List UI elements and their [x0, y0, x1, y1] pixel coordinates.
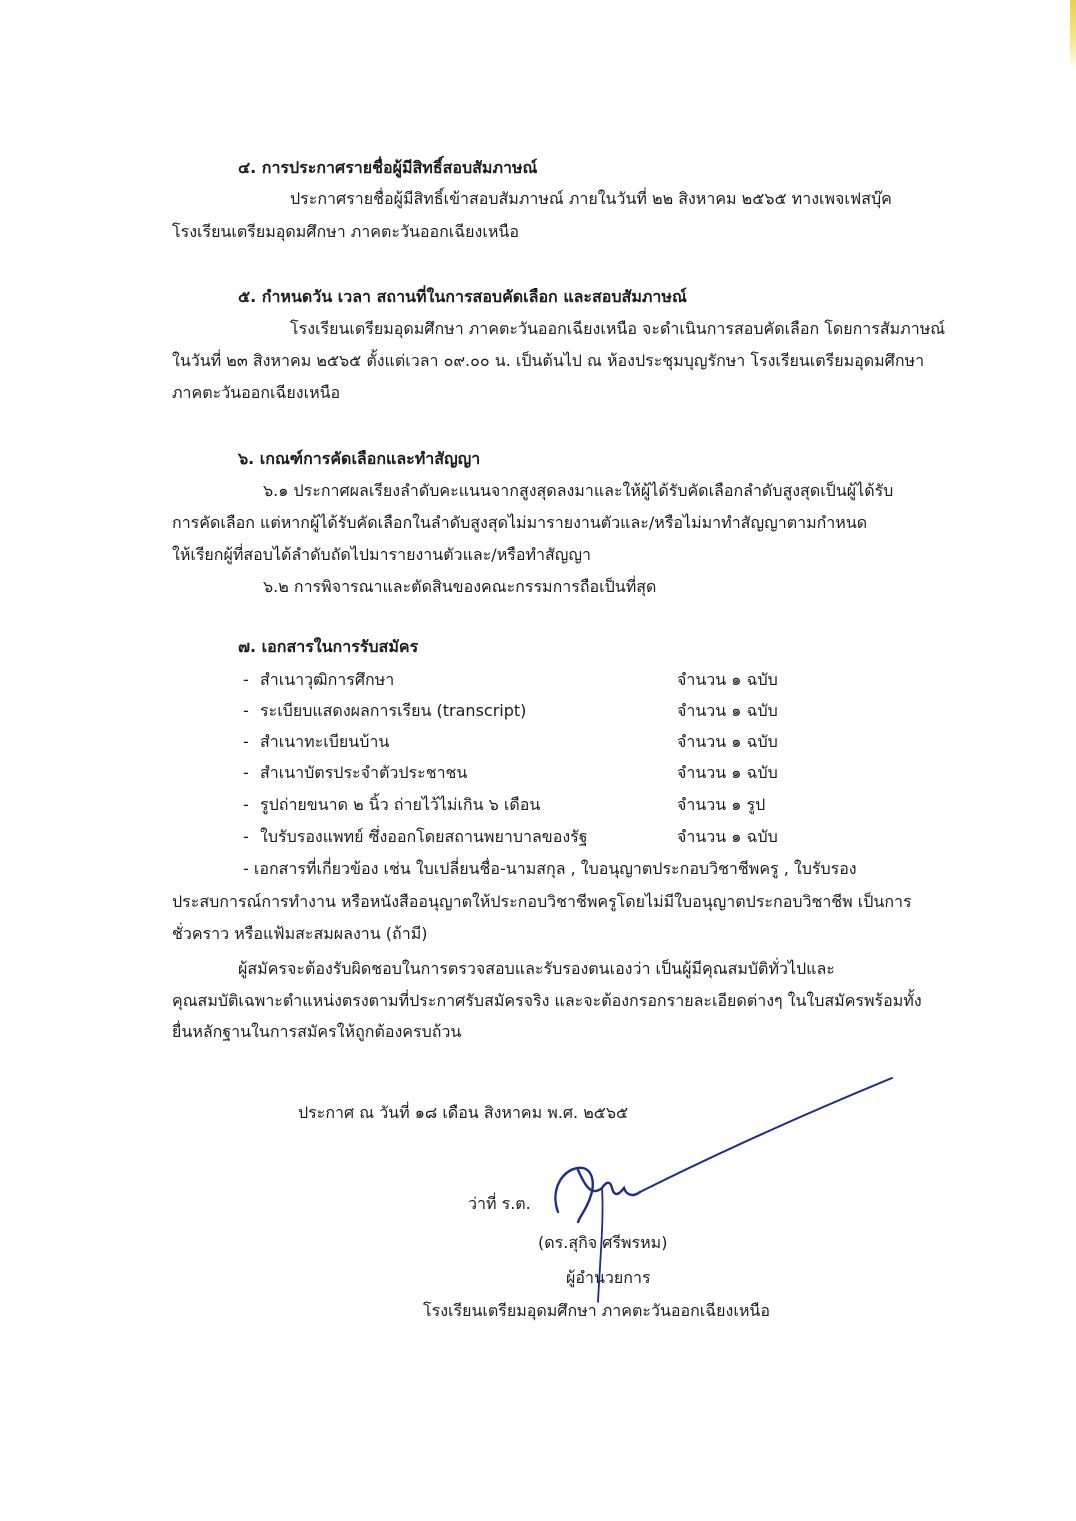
- other-docs-line-1: - เอกสารที่เกี่ยวข้อง เช่น ใบเปลี่ยนชื่อ-นามสกุล , ใบอนุญาตประกอบวิชาชีพครู , ใบรับรอง: [243, 859, 857, 878]
- item-quantity: จำนวน ๑ ฉบับ: [677, 732, 778, 751]
- scan-edge-mark: [1070, 0, 1076, 70]
- item-bullet: -: [243, 670, 249, 689]
- item-bullet: -: [243, 732, 249, 751]
- signatory-acting-title: ว่าที่ ร.ต.: [468, 1194, 531, 1213]
- item-quantity: จำนวน ๑ รูป: [677, 795, 766, 814]
- document-item: [243, 794, 863, 818]
- item-bullet: -: [243, 701, 249, 720]
- item-name: สำเนาบัตรประจำตัวประชาชน: [260, 763, 468, 782]
- item-quantity: จำนวน ๑ ฉบับ: [677, 670, 778, 689]
- item-bullet: -: [243, 795, 249, 814]
- handwritten-signature: [540, 1070, 900, 1330]
- section-5-line-2: ในวันที่ ๒๓ สิงหาคม ๒๕๖๕ ตั้งแต่เวลา ๐๙.๐๐ น. เป็นต้นไป ณ ห้องประชุมบุญรักษา โรงเรียนเตรียมอุดมศึกษา: [172, 351, 925, 370]
- section-6-line-2: การคัดเลือก แต่หากผู้ได้รับคัดเลือกในลำดับสูงสุดไม่มารายงานตัวและ/หรือไม่มาทำสัญญาตามกำหนด: [172, 513, 868, 532]
- document-item: [243, 762, 863, 786]
- section-5-heading: ๕. กำหนดวัน เวลา สถานที่ในการสอบคัดเลือก และสอบสัมภาษณ์: [238, 287, 687, 306]
- signatory-school: โรงเรียนเตรียมอุดมศึกษา ภาคตะวันออกเฉียงเหนือ: [423, 1301, 770, 1320]
- item-bullet: -: [243, 827, 249, 846]
- section-6-line-1: ๖.๑ ประกาศผลเรียงลำดับคะแนนจากสูงสุดลงมาและให้ผู้ได้รับคัดเลือกลำดับสูงสุดเป็นผู้ได้รับ: [263, 481, 894, 500]
- item-quantity: จำนวน ๑ ฉบับ: [677, 763, 778, 782]
- section-4-line-2: โรงเรียนเตรียมอุดมศึกษา ภาคตะวันออกเฉียงเหนือ: [172, 222, 519, 241]
- section-4-line-1: ประกาศรายชื่อผู้มีสิทธิ์เข้าสอบสัมภาษณ์ ภายในวันที่ ๒๒ สิงหาคม ๒๕๖๕ ทางเพจเฟสบุ๊ค: [290, 189, 892, 208]
- document-item: [243, 826, 863, 850]
- section-6-line-3: ให้เรียกผู้ที่สอบได้ลำดับถัดไปมารายงานตัวและ/หรือทำสัญญา: [172, 545, 591, 564]
- announcement-date: ประกาศ ณ วันที่ ๑๘ เดือน สิงหาคม พ.ศ. ๒๕๖๕: [298, 1103, 629, 1122]
- responsibility-line-1: ผู้สมัครจะต้องรับผิดชอบในการตรวจสอบและรับรองตนเองว่า เป็นผู้มีคุณสมบัติทั่วไปและ: [238, 959, 835, 978]
- item-name: รูปถ่ายขนาด ๒ นิ้ว ถ่ายไว้ไม่เกิน ๖ เดือน: [260, 795, 541, 814]
- signatory-position: ผู้อำนวยการ: [566, 1268, 651, 1287]
- item-quantity: จำนวน ๑ ฉบับ: [677, 827, 778, 846]
- responsibility-line-3: ยื่นหลักฐานในการสมัครให้ถูกต้องครบถ้วน: [172, 1022, 462, 1041]
- section-6-line-4: ๖.๒ การพิจารณาและตัดสินของคณะกรรมการถือเป็นที่สุด: [263, 577, 657, 596]
- item-bullet: -: [243, 763, 249, 782]
- item-quantity: จำนวน ๑ ฉบับ: [677, 701, 778, 720]
- responsibility-line-2: คุณสมบัติเฉพาะตำแหน่งตรงตามที่ประกาศรับสมัครจริง และจะต้องกรอกรายละเอียดต่างๆ ในใบสมัครพร้อมทั้ง: [172, 991, 922, 1010]
- document-item: [243, 669, 863, 693]
- section-7-heading: ๗. เอกสารในการรับสมัคร: [238, 637, 419, 656]
- section-6-heading: ๖. เกณฑ์การคัดเลือกและทำสัญญา: [238, 449, 481, 468]
- item-name: สำเนาทะเบียนบ้าน: [260, 732, 390, 751]
- document-item: [243, 731, 863, 755]
- item-name: ระเบียบแสดงผลการเรียน (transcript): [260, 701, 527, 720]
- other-docs-line-2: ประสบการณ์การทำงาน หรือหนังสืออนุญาตให้ประกอบวิชาชีพครูโดยไม่มีใบอนุญาตประกอบวิชาชีพ เป็นการ: [172, 892, 912, 911]
- section-5-line-3: ภาคตะวันออกเฉียงเหนือ: [172, 383, 341, 402]
- item-name: สำเนาวุฒิการศึกษา: [260, 670, 395, 689]
- section-5-line-1: โรงเรียนเตรียมอุดมศึกษา ภาคตะวันออกเฉียงเหนือ จะดำเนินการสอบคัดเลือก โดยการสัมภาษณ์: [290, 319, 946, 338]
- section-4-heading: ๔. การประกาศรายชื่อผู้มีสิทธิ์สอบสัมภาษณ์: [238, 158, 538, 177]
- document-item: [243, 700, 863, 724]
- item-name: ใบรับรองแพทย์ ซึ่งออกโดยสถานพยาบาลของรัฐ: [260, 827, 588, 846]
- other-docs-line-3: ชั่วคราว หรือแฟ้มสะสมผลงาน (ถ้ามี): [172, 924, 428, 943]
- signatory-name: (ดร.สุกิจ ศรีพรหม): [538, 1233, 668, 1252]
